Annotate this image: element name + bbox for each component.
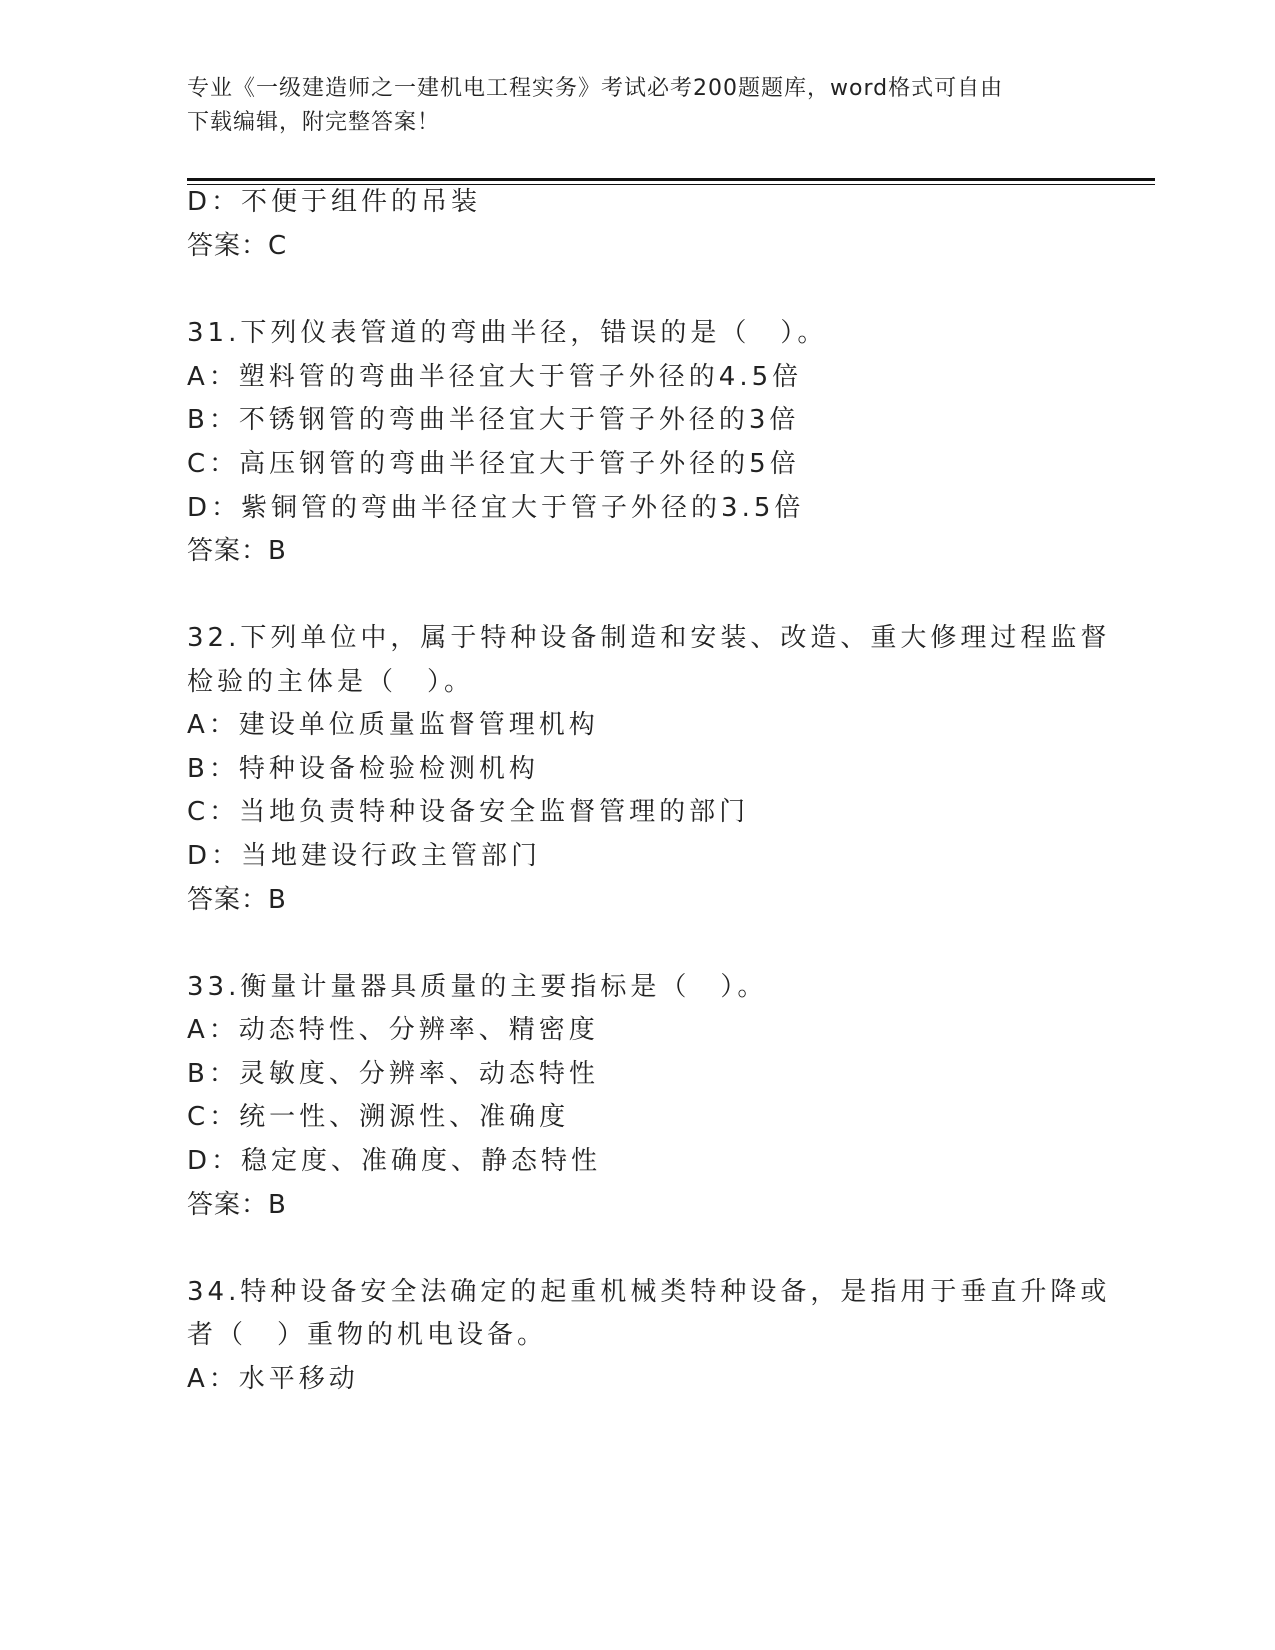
q32-option-c: C：当地负责特种设备安全监督管理的部门 xyxy=(187,797,750,827)
prev-option-d: D：不便于组件的吊装 xyxy=(187,187,482,217)
q33-option-c: C：统一性、溯源性、准确度 xyxy=(187,1102,570,1132)
q31-stem: 31.下列仪表管道的弯曲半径，错误的是（ ）。 xyxy=(187,318,828,348)
q34-stem-line-1: 34.特种设备安全法确定的起重机械类特种设备，是指用于垂直升降或 xyxy=(187,1277,1111,1307)
q32-stem-line-1: 32.下列单位中，属于特种设备制造和安装、改造、重大修理过程监督 xyxy=(187,623,1111,653)
q31-option-d: D：紫铜管的弯曲半径宜大于管子外径的3.5倍 xyxy=(187,493,805,523)
q32-answer: 答案：B xyxy=(187,885,287,915)
q32-stem-line-2: 检验的主体是（ ）。 xyxy=(187,667,475,697)
q33-option-a: A：动态特性、分辨率、精密度 xyxy=(187,1015,599,1045)
header-line-2: 下载编辑，附完整答案！ xyxy=(187,110,441,135)
q33-stem: 33.衡量计量器具质量的主要指标是（ ）。 xyxy=(187,972,768,1002)
q31-option-b: B：不锈钢管的弯曲半径宜大于管子外径的3倍 xyxy=(187,405,800,435)
prev-answer: 答案：C xyxy=(187,231,288,261)
q33-option-d: D：稳定度、准确度、静态特性 xyxy=(187,1146,602,1176)
q34-option-a: A：水平移动 xyxy=(187,1364,359,1394)
q33-answer: 答案：B xyxy=(187,1190,287,1220)
q32-option-b: B：特种设备检验检测机构 xyxy=(187,754,539,784)
q33-option-b: B：灵敏度、分辨率、动态特性 xyxy=(187,1059,599,1089)
q34-stem-line-2: 者（ ）重物的机电设备。 xyxy=(187,1320,548,1350)
q32-option-a: A：建设单位质量监督管理机构 xyxy=(187,710,599,740)
q31-option-a: A：塑料管的弯曲半径宜大于管子外径的4.5倍 xyxy=(187,362,803,392)
document-header xyxy=(187,72,1087,140)
header-divider-thick xyxy=(187,178,1155,181)
q31-answer: 答案：B xyxy=(187,536,287,566)
q32-option-d: D：当地建设行政主管部门 xyxy=(187,841,542,871)
q31-option-c: C：高压钢管的弯曲半径宜大于管子外径的5倍 xyxy=(187,449,800,479)
header-line-1: 专业《一级建造师之一建机电工程实务》考试必考200题题库，word格式可自由 xyxy=(187,76,1004,101)
